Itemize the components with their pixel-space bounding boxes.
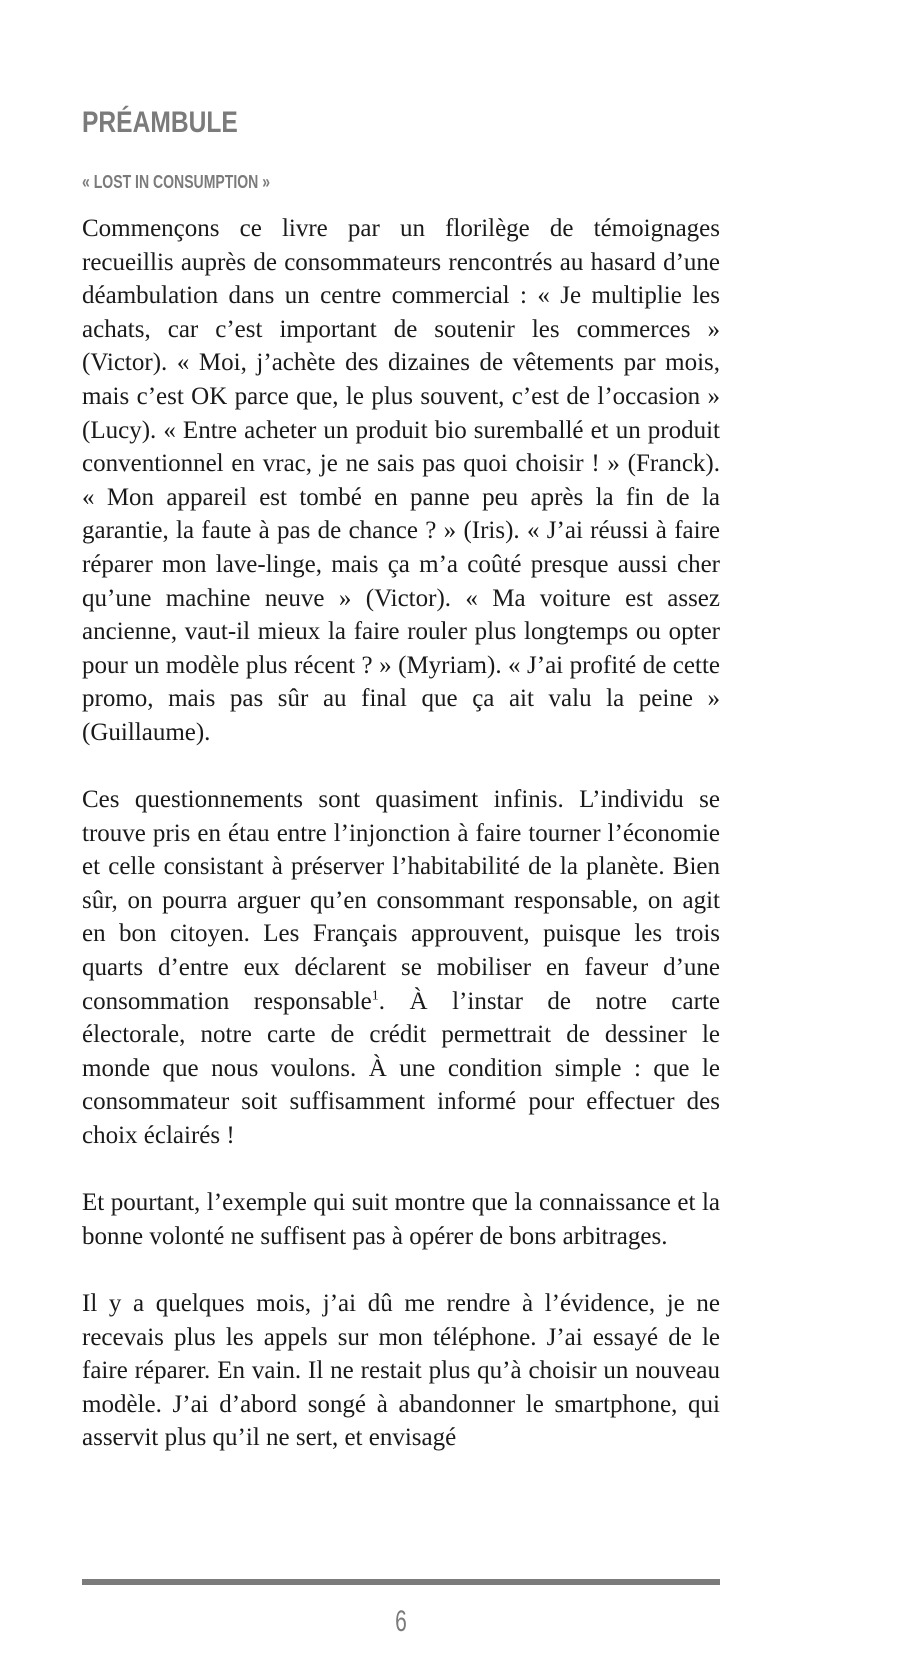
paragraph-testimonials: Commençons ce livre par un florilège de témoignages recueillis auprès de consommateurs rencontrés au hasard d’une déambulation dans un centre commercial : « Je multiplie les achats, car c’est important de soutenir les commerces » (Victor). « Moi, j’achète des dizaines de vêtements par mois, mais c’est OK parce que, le plus souvent, c’est de l’occasion » (Lucy). « Entre acheter un produit bio suremballé et un produit conventionnel en vrac, je ne sais pas quoi choisir ! » (Franck). « Mon appareil est tombé en panne peu après la fin de la garantie, la faute à pas de chance ? » (Iris). « J’ai réussi à faire réparer mon lave-linge, mais ça m’a coûté presque aussi cher qu’une machine neuve » (Victor). « Ma voiture est assez ancienne, vaut-il mieux la faire rouler plus longtemps ou opter pour un modèle plus récent ? » (Myriam). « J’ai profité de cette promo, mais pas sûr au final que ça ait valu la peine » (Guillaume). (82, 215, 720, 746)
paragraph-example: Et pourtant, l’exemple qui suit montre que la connaissance et la bonne volonté ne suffisent pas à opérer de bons arbitrages. (82, 1189, 720, 1250)
footnote-reference[interactable]: 1 (371, 988, 379, 1004)
footer-rule (82, 1579, 720, 1585)
paragraph-phone-story: Il y a quelques mois, j’ai dû me rendre à l’évidence, je ne recevais plus les appels sur mon téléphone. J’ai essayé de le faire réparer. En vain. Il ne restait plus qu’à choisir un nouveau modèle. J’ai d’abord songé à abandonner le smartphone, qui asservit plus qu’il ne sert, et envisagé (82, 1290, 720, 1452)
chapter-heading: PRÉAMBULE (82, 106, 238, 139)
paragraph-questions-text: Ces questionnements sont quasiment infinis. L’individu se trouve pris en étau entre l’injonction à faire tourner l’économie et celle consistant à préserver l’habitabilité de la planète. Bien sûr, on pourra arguer qu’en consommant responsable, on agit en bon citoyen. Les Français approuvent, puisque les trois quarts d’entre eux déclarent se mobiliser en faveur d’une consommation responsable (82, 786, 720, 1015)
paragraph-questions (82, 783, 720, 1153)
chapter-subheading: « LOST IN CONSUMPTION » (82, 172, 271, 192)
page-number: 6 (395, 1605, 407, 1638)
body-text (82, 212, 720, 1455)
paragraph-questions-continuation: . À l’instar de notre carte électorale, notre carte de crédit permettrait de dessiner le monde que nous voulons. À une condition simple : que le consommateur soit suffisamment informé pour effectuer des choix éclairés ! (82, 987, 720, 1150)
